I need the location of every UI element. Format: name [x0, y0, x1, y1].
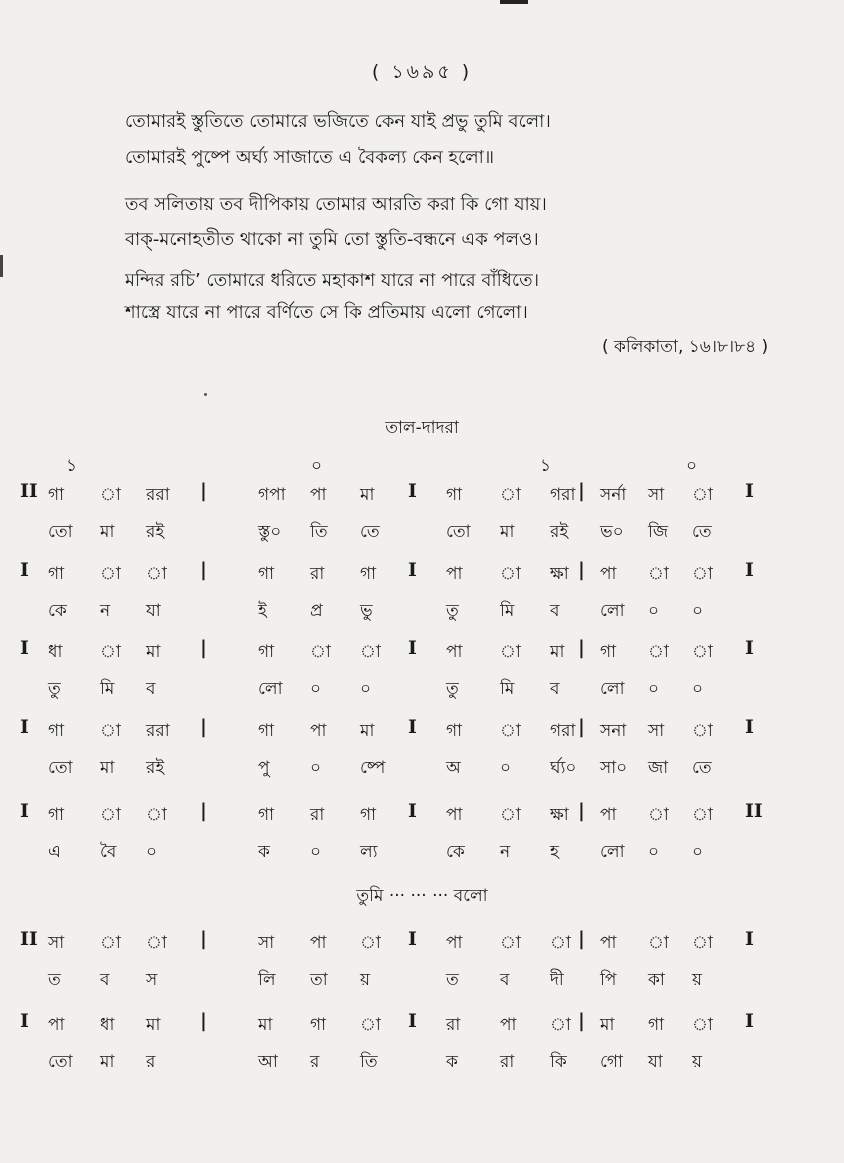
bar-line: | — [578, 716, 585, 738]
swara-note: া — [500, 485, 521, 505]
lyric-syllable: ০ — [310, 758, 322, 778]
bar-line: I — [408, 800, 417, 822]
swara-line — [0, 718, 844, 748]
lyric-syllable: ব — [100, 970, 110, 990]
swara-note: া — [500, 564, 521, 584]
lyric-syllable: র — [310, 1052, 320, 1072]
bar-line: I — [745, 559, 754, 581]
lyric-syllable: ০ — [500, 758, 512, 778]
swara-note: পা — [446, 564, 463, 584]
lyric-syllable: প্র — [310, 601, 323, 621]
lyric-syllable: ক — [446, 1052, 458, 1072]
lyric-syllable: স — [146, 970, 158, 990]
swara-note: গা — [310, 1015, 327, 1035]
lyric-syllable: ০ — [310, 679, 322, 699]
bar-line: I — [20, 1010, 29, 1032]
swara-note: মা — [360, 485, 375, 505]
lyric-syllable: তে — [692, 758, 712, 778]
swara-note: সর্না — [600, 485, 627, 505]
lyric-syllable: কে — [48, 601, 67, 621]
swara-note: া — [550, 933, 571, 953]
lyric-syllable: মা — [100, 522, 115, 542]
lyric-syllable: য় — [360, 970, 371, 990]
lyric-line — [0, 967, 844, 997]
lyric-syllable: পি — [600, 970, 617, 990]
lyric-syllable: র্ঘ্য০ — [550, 758, 577, 778]
swara-note: সা — [648, 721, 665, 741]
composition-place-date: ( কলিকাতা, ১৬।৮।৮৪ ) — [602, 337, 769, 357]
swara-note: মা — [258, 1015, 273, 1035]
swara-note: গা — [48, 564, 65, 584]
lyric-syllable: মি — [500, 679, 515, 699]
swara-note: পা — [310, 721, 327, 741]
bar-line: I — [745, 928, 754, 950]
bar-line: II — [20, 928, 38, 950]
lyric-syllable: তু — [48, 679, 61, 699]
swara-note: া — [692, 721, 713, 741]
swara-note: া — [692, 485, 713, 505]
lyric-syllable: লো — [258, 679, 283, 699]
lyric-syllable: তো — [48, 1052, 73, 1072]
lyric-syllable: গো — [600, 1052, 623, 1072]
lyric-syllable: কে — [446, 842, 465, 862]
bar-line: | — [578, 800, 585, 822]
bar-line: I — [408, 1010, 417, 1032]
swara-note: গা — [360, 564, 377, 584]
lyric-syllable: এ — [48, 842, 61, 862]
swara-note: গা — [446, 721, 463, 741]
swara-note: পা — [600, 805, 617, 825]
swara-note: রা — [446, 1015, 461, 1035]
beat-marker: ০ — [311, 456, 323, 476]
lyric-syllable: ই — [258, 601, 267, 621]
lyric-syllable: যা — [146, 601, 161, 621]
bar-line: I — [408, 559, 417, 581]
swara-note: সনা — [600, 721, 627, 741]
swara-note: া — [550, 1015, 571, 1035]
bar-line: | — [578, 1010, 585, 1032]
swara-note: ধা — [100, 1015, 115, 1035]
swara-note: পা — [310, 485, 327, 505]
lyric-syllable: ষ্পে — [360, 758, 386, 778]
swara-note: গপা — [258, 485, 286, 505]
beat-marker: ০ — [686, 456, 698, 476]
swara-note: পা — [500, 1015, 517, 1035]
swara-note: গা — [258, 564, 275, 584]
swara-note: রা — [310, 564, 325, 584]
lyric-syllable: ০ — [360, 679, 372, 699]
poem-line-3: তব সলিতায় তব দীপিকায় তোমার আরতি করা কি গো যায়। — [125, 194, 547, 215]
bar-line: I — [745, 637, 754, 659]
swara-note: া — [692, 805, 713, 825]
lyric-syllable: ০ — [648, 679, 660, 699]
swara-line — [0, 639, 844, 669]
swara-note: গা — [48, 485, 65, 505]
beat-markers — [0, 453, 844, 477]
swara-line — [0, 930, 844, 960]
swara-note: গা — [446, 485, 463, 505]
lyric-syllable: তি — [310, 522, 328, 542]
bar-line: I — [408, 480, 417, 502]
lyric-line — [0, 598, 844, 628]
lyric-syllable: বৈ — [100, 842, 117, 862]
lyric-syllable: মি — [100, 679, 115, 699]
swara-note: া — [692, 642, 713, 662]
lyric-line — [0, 519, 844, 549]
bar-line: I — [20, 800, 29, 822]
poem-line-4: বাক্-মনোহতীত থাকো না তুমি তো স্তুতি-বন্ধনে এক পলও। — [125, 229, 539, 250]
lyric-syllable: ব — [550, 679, 560, 699]
lyric-syllable: তো — [48, 758, 73, 778]
swara-note: া — [100, 933, 121, 953]
swara-note: সা — [48, 933, 65, 953]
scan-speck — [204, 393, 207, 396]
swara-note: া — [648, 564, 669, 584]
lyric-syllable: য় — [692, 1052, 703, 1072]
lyric-syllable: দী — [550, 970, 564, 990]
swara-note: া — [500, 642, 521, 662]
lyric-syllable: ০ — [692, 842, 704, 862]
taal-heading: তাল-দাদরা — [385, 418, 459, 438]
bar-line: II — [20, 480, 38, 502]
lyric-syllable: তু — [446, 679, 459, 699]
swara-note: া — [500, 933, 521, 953]
lyric-syllable: তো — [446, 522, 471, 542]
lyric-syllable: তো — [48, 522, 73, 542]
swara-note: া — [146, 933, 167, 953]
lyric-syllable: র — [146, 1052, 156, 1072]
swara-note: া — [360, 933, 381, 953]
lyric-syllable: মি — [500, 601, 515, 621]
bar-line: | — [200, 716, 207, 738]
lyric-syllable: ০ — [692, 679, 704, 699]
swara-note: ররা — [146, 721, 170, 741]
swara-note: সা — [648, 485, 665, 505]
poem-line-2: তোমারই পুষ্পে অর্ঘ্য সাজাতে এ বৈকল্য কেন হলো॥ — [125, 147, 495, 168]
lyric-syllable: লো — [600, 679, 625, 699]
swara-note: পা — [600, 933, 617, 953]
swara-note: া — [692, 1015, 713, 1035]
lyric-syllable: ভ০ — [600, 522, 624, 542]
swara-note: া — [100, 564, 121, 584]
bar-line: | — [200, 637, 207, 659]
lyric-syllable: ০ — [648, 601, 660, 621]
swara-note: মা — [146, 1015, 161, 1035]
swara-note: মা — [146, 642, 161, 662]
swara-note: ক্ষা — [550, 564, 569, 584]
lyric-syllable: ০ — [692, 601, 704, 621]
swara-note: া — [100, 485, 121, 505]
lyric-syllable: ভু — [360, 601, 373, 621]
lyric-syllable: য় — [692, 970, 703, 990]
lyric-syllable: ব — [500, 970, 510, 990]
swara-note: া — [500, 805, 521, 825]
swara-note: া — [100, 642, 121, 662]
poem-line-6: শাস্ত্রে যারে না পারে বর্ণিতে সে কি প্রতিমায় এলো গেলো। — [125, 302, 528, 323]
lyric-syllable: ০ — [310, 842, 322, 862]
bar-line: II — [745, 800, 763, 822]
lyric-syllable: কা — [648, 970, 665, 990]
swara-note: গা — [48, 805, 65, 825]
lyric-syllable: যা — [648, 1052, 663, 1072]
lyric-syllable: ক — [258, 842, 270, 862]
bar-line: | — [200, 480, 207, 502]
swara-note: পা — [446, 805, 463, 825]
swara-note: গা — [600, 642, 617, 662]
lyric-syllable: জা — [648, 758, 669, 778]
lyric-syllable: তে — [360, 522, 380, 542]
lyric-syllable: স্তু০ — [258, 522, 282, 542]
lyric-syllable: তে — [692, 522, 712, 542]
lyric-syllable: রা — [500, 1052, 515, 1072]
swara-note: া — [692, 933, 713, 953]
lyric-syllable: আ — [258, 1052, 278, 1072]
swara-note: া — [648, 805, 669, 825]
swara-note: ধা — [48, 642, 63, 662]
lyric-syllable: তি — [360, 1052, 378, 1072]
lyric-syllable: ব — [146, 679, 156, 699]
swara-note: মা — [600, 1015, 615, 1035]
lyric-syllable: লো — [600, 601, 625, 621]
swara-note: া — [360, 1015, 381, 1035]
bar-line: | — [200, 559, 207, 581]
lyric-syllable: ন — [100, 601, 111, 621]
lyric-syllable: ত — [446, 970, 459, 990]
swara-line — [0, 561, 844, 591]
swara-note: রা — [310, 805, 325, 825]
swara-note: গা — [258, 642, 275, 662]
swara-note: পা — [310, 933, 327, 953]
interlude-line: তুমি ··· ··· ··· বলো — [356, 886, 488, 906]
lyric-syllable: ল্য — [360, 842, 378, 862]
bar-line: I — [408, 716, 417, 738]
page-number: ( ১৬৯৫ ) — [371, 61, 473, 83]
swara-note: া — [648, 642, 669, 662]
swara-note: গা — [360, 805, 377, 825]
bar-line: | — [578, 637, 585, 659]
swara-note: া — [360, 642, 381, 662]
lyric-syllable: মা — [100, 1052, 115, 1072]
swara-note: া — [648, 933, 669, 953]
swara-line — [0, 482, 844, 512]
swara-note: গরা — [550, 721, 576, 741]
lyric-syllable: মা — [100, 758, 115, 778]
lyric-syllable: পু — [258, 758, 270, 778]
lyric-syllable: লি — [258, 970, 276, 990]
swara-note: গা — [48, 721, 65, 741]
lyric-syllable: ব — [550, 601, 560, 621]
swara-line — [0, 802, 844, 832]
swara-note: পা — [48, 1015, 65, 1035]
lyric-syllable: তু — [446, 601, 459, 621]
swara-note: সা — [258, 933, 275, 953]
lyric-syllable: ০ — [146, 842, 158, 862]
lyric-syllable: রই — [146, 522, 165, 542]
swara-note: া — [100, 805, 121, 825]
bar-line: | — [200, 800, 207, 822]
bar-line: | — [578, 559, 585, 581]
swara-note: া — [146, 805, 167, 825]
lyric-line — [0, 676, 844, 706]
swara-note: া — [500, 721, 521, 741]
poem-line-5: মন্দির রচি’ তোমারে ধরিতে মহাকাশ যারে না পারে বাঁধিতে। — [125, 270, 540, 291]
bar-line: I — [408, 637, 417, 659]
swara-note: গা — [648, 1015, 665, 1035]
lyric-syllable: রই — [146, 758, 165, 778]
lyric-syllable: ০ — [648, 842, 660, 862]
lyric-line — [0, 755, 844, 785]
swara-note: া — [100, 721, 121, 741]
swara-note: পা — [446, 933, 463, 953]
swara-note: গরা — [550, 485, 576, 505]
bar-line: I — [745, 480, 754, 502]
lyric-line — [0, 839, 844, 869]
swara-note: ক্ষা — [550, 805, 569, 825]
lyric-syllable: জি — [648, 522, 669, 542]
poem-line-1: তোমারই স্তুতিতে তোমারে ভজিতে কেন যাই প্রভু তুমি বলো। — [125, 111, 551, 132]
lyric-syllable: অ — [446, 758, 461, 778]
scan-mark-top — [500, 0, 528, 4]
swara-note: গা — [258, 721, 275, 741]
scan-mark-left — [0, 255, 3, 277]
lyric-syllable: ত — [48, 970, 61, 990]
swara-note: া — [692, 564, 713, 584]
swara-note: পা — [446, 642, 463, 662]
lyric-syllable: মা — [500, 522, 515, 542]
swara-line — [0, 1012, 844, 1042]
swara-note: া — [310, 642, 331, 662]
bar-line: | — [200, 1010, 207, 1032]
bar-line: I — [745, 716, 754, 738]
lyric-line — [0, 1049, 844, 1079]
lyric-syllable: কি — [550, 1052, 567, 1072]
swara-note: ররা — [146, 485, 170, 505]
bar-line: | — [578, 928, 585, 950]
lyric-syllable: রই — [550, 522, 569, 542]
bar-line: I — [745, 1010, 754, 1032]
bar-line: | — [200, 928, 207, 950]
swara-note: পা — [600, 564, 617, 584]
beat-marker: ১ — [540, 456, 552, 476]
lyric-syllable: লো — [600, 842, 625, 862]
swara-note: া — [146, 564, 167, 584]
bar-line: I — [20, 637, 29, 659]
bar-line: | — [578, 480, 585, 502]
bar-line: I — [20, 716, 29, 738]
bar-line: I — [408, 928, 417, 950]
bar-line: I — [20, 559, 29, 581]
lyric-syllable: ন — [500, 842, 511, 862]
swara-note: মা — [550, 642, 565, 662]
beat-marker: ১ — [66, 456, 78, 476]
swara-note: মা — [360, 721, 375, 741]
lyric-syllable: হ — [550, 842, 559, 862]
lyric-syllable: তা — [310, 970, 328, 990]
lyric-syllable: সা০ — [600, 758, 628, 778]
swara-note: গা — [258, 805, 275, 825]
